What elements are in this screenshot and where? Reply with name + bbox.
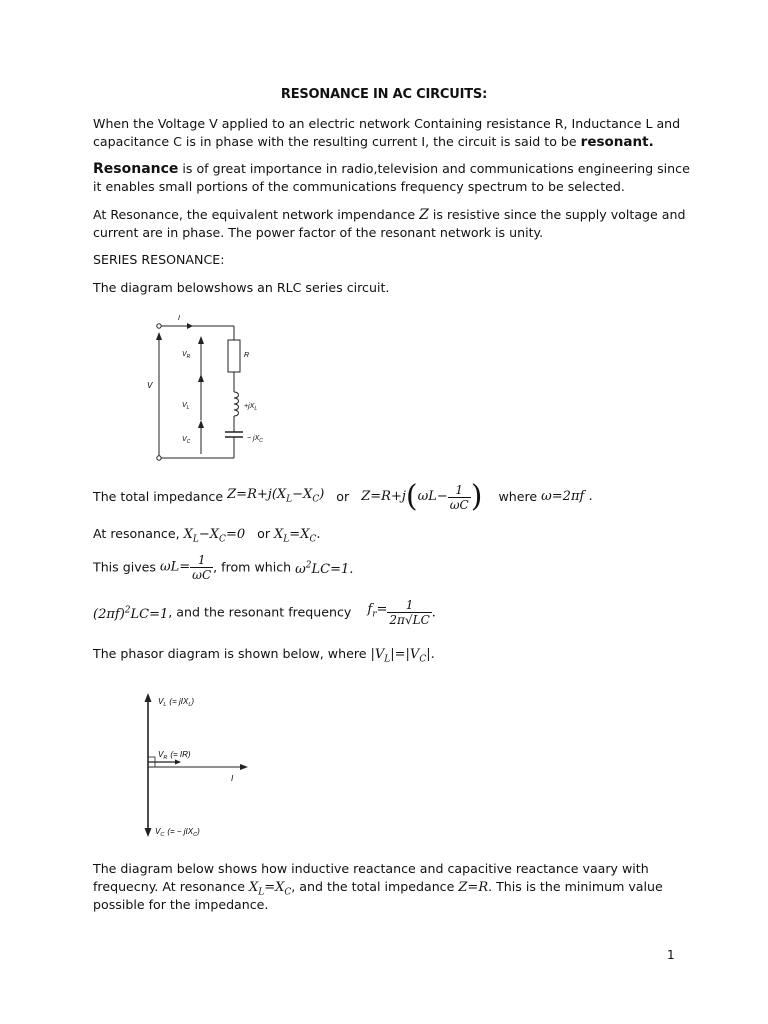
last-paragraph-line-1: The diagram below shows how inductive reactance and capacitive reactance vaary with [93,861,649,876]
vr-arrowhead [175,760,181,765]
last-paragraph-line-3: possible for the impedance. [93,897,269,912]
resonance-product-equation: $(2\pi f)^2LC=1$ [93,605,169,622]
resonant-frequency-line: $(2\pi f)^2LC=1$, and the resonant frequency $f_r=$ $\frac{1}{2\pi√LC}$ . [93,598,436,627]
phasor-statement-label: The phasor diagram is shown below, where [93,646,367,661]
resonance-condition-2: $X_L=X_C$. [274,527,321,545]
current-label: I [178,315,180,322]
phasor-diagram [138,690,278,840]
vr-label: $V_R$ [182,351,191,360]
vc-label: $V_C$ [182,436,191,445]
or-text-2: or [257,526,271,541]
resistor-label: R [244,352,250,359]
vl-arrow [198,374,204,382]
vc-arrowhead [145,828,152,837]
impedance-text-before: At Resonance, the equivalent network impendance [93,207,420,222]
capacitor-label: − $jX_C$ [247,435,263,444]
xl-equals-xc: $X_L=X_C$ [248,880,292,898]
phasor-vr-label: $V_R$ (= IR) [158,750,191,761]
current-arrow [187,323,193,329]
source-voltage-arrow [156,332,162,340]
resonance-text: is of great importance in radio,television and communications engineering since it enables small portions of the communications frequency spectrum to be selected. [93,161,690,194]
page-title: RESONANCE IN AC CIRCUITS: [280,87,488,102]
impedance-symbol: Z [419,207,429,223]
last-text-c: , and the total impedance [291,879,459,894]
total-impedance-label: The total impedance [93,489,224,504]
last-text-d: . This is the minimum value [488,879,663,894]
diagram-intro: The diagram belowshows an RLC series circuit. [93,280,390,295]
resonant-frequency-fraction: $\frac{1}{2\pi√LC}$ [389,598,430,627]
phasor-vl-label: $V_L$ (= jIX$_L$) [158,697,195,708]
source-label: V [147,381,153,390]
at-resonance-line [93,525,320,549]
this-gives-label: This gives [93,559,156,575]
omega-l-fraction: $\frac{1}{\omega C}$ [192,553,212,582]
omega-squared-equation: $\omega^2LC=1$. [295,560,354,577]
phasor-statement-line [93,645,435,669]
resonance-condition-1: $X_L-X_C=0$ [183,527,246,545]
vl-arrowhead [145,693,152,702]
phasor-vc-label: $V_C$ (= − jIX$_C$) [155,827,200,838]
omega-equation: ω=2πf . [541,489,593,504]
inductor [234,392,239,416]
current-arrowhead [240,764,248,770]
vc-arrow [198,420,204,428]
paragraph-resonance [93,160,693,196]
inductor-label: $+jX_L$ [244,403,258,412]
magnitude-equation: $|V_L|=|V_C|$. [370,647,435,665]
last-text-b: frequecny. At resonance [93,879,249,894]
vl-label: $V_L$ [182,402,190,411]
z-equals-r: Z=R [458,880,489,895]
intro-text: When the Voltage V applied to an electric network Containing resistance R, Inductance L and capacitance C is in phase with the resulting current I, the circuit is said to be [93,116,681,149]
terminal-top [157,324,161,328]
impedance-equation-2: Z=R+j [361,489,406,504]
paragraph-impedance [93,206,693,242]
rlc-circuit-diagram [145,310,285,470]
paragraph-intro [93,115,693,151]
impedance-text-after: is resistive since the supply voltage and current are in phase. The power factor of the resonant network is unity. [93,207,686,240]
total-impedance-line: The total impedance $Z=R+j(X_L-X_C)$ or Z=R+j(ωL− $\frac{1}{\omega C}$ ) where ω=2πf . [93,479,593,514]
from-which-text: , from which [213,559,292,575]
resistor [228,340,240,372]
intro-bold-word: resonant. [580,134,654,150]
vr-arrow [198,336,204,344]
phasor-i-label: I [231,774,234,783]
resonant-frequency-text: , and the resonant frequency [168,604,352,620]
this-gives-line: This gives ωL= $\frac{1}{\omega C}$ , from which $\omega^2LC=1$. [93,553,354,582]
series-heading: SERIES RESONANCE: [93,252,225,267]
or-text-1: or [336,489,350,504]
impedance-equation-1: $Z=R+j(X_L-X_C)$ [227,486,325,505]
at-resonance-label: At resonance, [93,526,180,541]
page-number: 1 [667,948,675,962]
where-text: where [498,489,538,504]
resonance-bold-word: Resonance [93,161,179,177]
terminal-bottom [157,456,161,460]
